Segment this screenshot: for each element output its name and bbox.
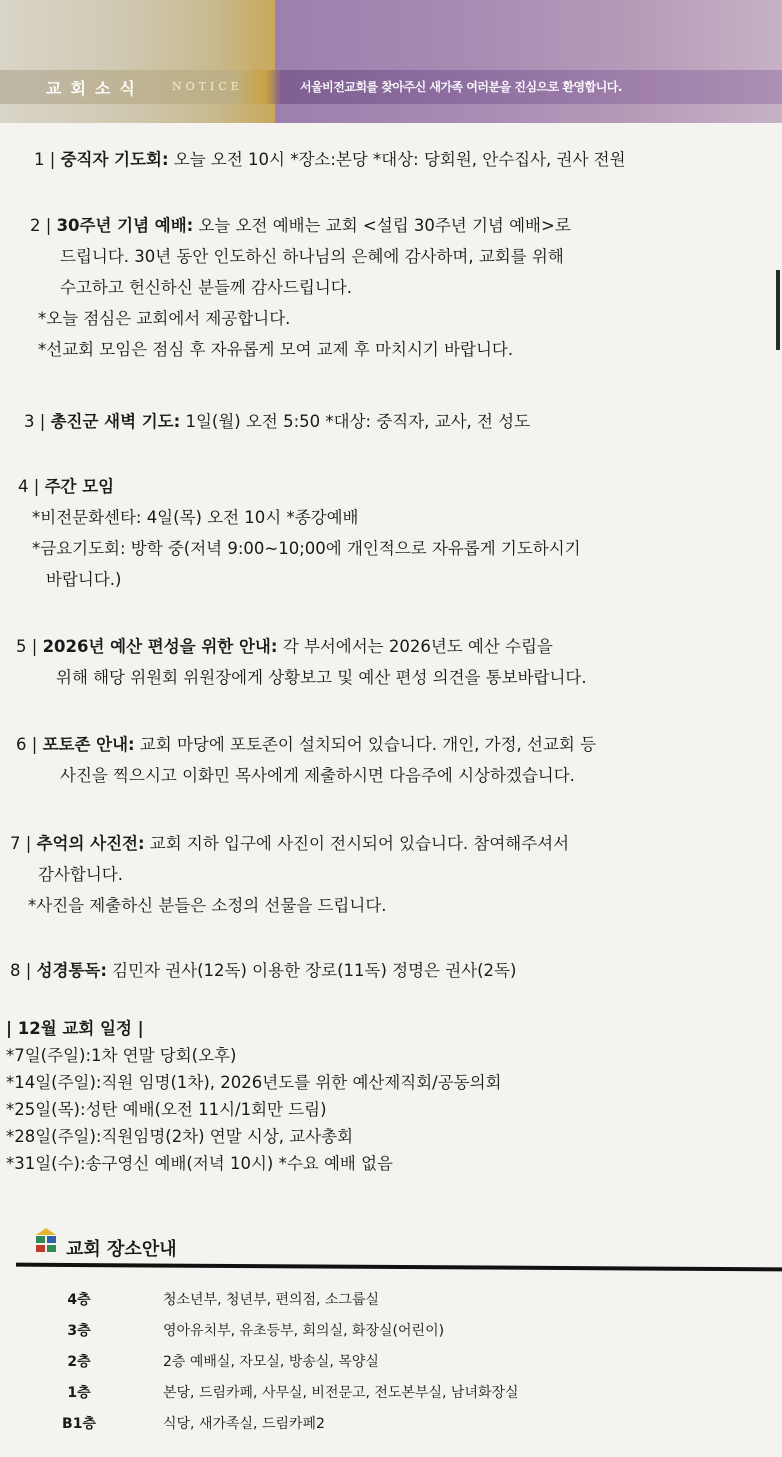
item-number: 5 <box>16 637 27 656</box>
item-title: 추억의 사진전: <box>36 834 145 853</box>
item-title: 주간 모임 <box>44 477 115 496</box>
facilities-title: 교회 장소안내 <box>66 1239 177 1260</box>
item-number: 8 <box>10 961 21 980</box>
floor-description: 영아유치부, 유초등부, 회의실, 화장실(어린이) <box>163 1323 445 1339</box>
floor-label: 2층 <box>67 1354 91 1370</box>
notice-item-1: 1 | 중직자 기도회: 오늘 오전 10시 *장소:본당 *대상: 당회원, 안수집사, 권사 전원 <box>34 150 626 169</box>
item-text: 1일(월) 오전 5:50 *대상: 중직자, 교사, 전 성도 <box>180 412 531 431</box>
notice-item-8: 8 | 성경통독: 김민자 권사(12독) 이용한 장로(11독) 정명은 권사(2독) <box>10 961 517 980</box>
header-right-panel <box>275 0 782 123</box>
facilities-divider <box>16 1263 782 1272</box>
item-text: 오늘 오전 예배는 교회 <설립 30주년 기념 예배>로 <box>193 216 571 235</box>
floor-description: 청소년부, 청년부, 편의점, 소그룹실 <box>163 1292 380 1308</box>
item-text: 교회 마당에 포토존이 설치되어 있습니다. 개인, 가정, 선교회 등 <box>134 735 597 754</box>
church-building-icon <box>34 1227 58 1253</box>
floor-label: 1층 <box>67 1385 91 1401</box>
floor-label: 3층 <box>67 1323 91 1339</box>
item-note: 바랍니다.) <box>46 570 122 589</box>
item-text: 위해 해당 위원회 위원장에게 상황보고 및 예산 편성 의견을 통보바랍니다. <box>56 668 587 687</box>
item-text: 각 부서에서는 2026년도 예산 수립을 <box>277 637 553 656</box>
schedule-title: | 12월 교회 일정 | <box>6 1019 144 1038</box>
notice-header <box>0 0 782 123</box>
item-number: 1 <box>34 150 45 169</box>
item-title: 성경통독: <box>36 961 107 980</box>
schedule-entry: *25일(목):성탄 예배(오전 11시/1회만 드림) <box>6 1100 327 1119</box>
welcome-message: 서울비전교회를 찾아주신 새가족 여러분을 진심으로 환영합니다. <box>300 80 622 94</box>
item-title: 중직자 기도회: <box>60 150 169 169</box>
floor-description: 식당, 새가족실, 드림카페2 <box>163 1416 325 1432</box>
header-left-panel <box>0 0 275 123</box>
item-text: 드립니다. 30년 동안 인도하신 하나님의 은혜에 감사하며, 교회를 위해 <box>60 247 564 266</box>
page-edge-mark <box>776 270 780 350</box>
notice-item-6: 6 | 포토존 안내: 교회 마당에 포토존이 설치되어 있습니다. 개인, 가정, 선교회 등 사진을 찍으시고 이화민 목사에게 제출하시면 다음주에 시상하겠습니다. <box>16 729 596 791</box>
item-title: 30주년 기념 예배: <box>56 216 194 235</box>
item-note: *사진을 제출하신 분들은 소정의 선물을 드립니다. <box>28 896 387 915</box>
item-number: 6 <box>16 735 27 754</box>
notice-item-2: 2 | 30주년 기념 예배: 오늘 오전 예배는 교회 <설립 30주년 기념 예배>로 드립니다. 30년 동안 인도하신 하나님의 은혜에 감사하며, 교회를 위해 수고하고 헌신하신 분들께 감사드립니다. *오늘 점심은 교회에서 제공합니다. *선교회 모임은 점심 후 자유롭게 모여 교제 후 마치시기 바랍니다. <box>30 210 571 365</box>
schedule-entry: *31일(수):송구영신 예배(저녁 10시) *수요 예배 없음 <box>6 1154 393 1173</box>
item-note: *금요기도회: 방학 중(저녁 9:00~10;00에 개인적으로 자유롭게 기도하시기 <box>32 539 581 558</box>
item-title: 포토존 안내: <box>42 735 135 754</box>
notice-item-7: 7 | 추억의 사진전: 교회 지하 입구에 사진이 전시되어 있습니다. 참여해주셔서 감사합니다. *사진을 제출하신 분들은 소정의 선물을 드립니다. <box>10 828 569 921</box>
item-title: 2026년 예산 편성을 위한 안내: <box>42 637 278 656</box>
notice-item-5: 5 | 2026년 예산 편성을 위한 안내: 각 부서에서는 2026년도 예산 수립을 위해 해당 위원회 위원장에게 상황보고 및 예산 편성 의견을 통보바랍니다. <box>16 631 587 693</box>
item-text: 오늘 오전 10시 *장소:본당 *대상: 당회원, 안수집사, 권사 전원 <box>168 150 626 169</box>
item-number: 3 <box>24 412 35 431</box>
item-title: 총진군 새벽 기도: <box>50 412 181 431</box>
item-text: 수고하고 헌신하신 분들께 감사드립니다. <box>60 278 352 297</box>
item-number: 4 <box>18 477 29 496</box>
item-number: 7 <box>10 834 21 853</box>
item-note: *오늘 점심은 교회에서 제공합니다. <box>38 309 291 328</box>
item-text: 사진을 찍으시고 이화민 목사에게 제출하시면 다음주에 시상하겠습니다. <box>60 766 575 785</box>
item-text: 교회 지하 입구에 사진이 전시되어 있습니다. 참여해주셔서 <box>144 834 570 853</box>
item-text: 감사합니다. <box>38 865 123 884</box>
floor-description: 2층 예배실, 자모실, 방송실, 목양실 <box>163 1354 379 1370</box>
schedule-entry: *28일(주일):직원임명(2차) 연말 시상, 교사총회 <box>6 1127 354 1146</box>
schedule-entry: *7일(주일):1차 연말 당회(오후) <box>6 1046 237 1065</box>
notice-item-4: 4 | 주간 모임 *비전문화센타: 4일(목) 오전 10시 *종강예배 *금요기도회: 방학 중(저녁 9:00~10;00에 개인적으로 자유롭게 기도하시기 바랍니다.) <box>18 471 581 595</box>
notice-label: NOTICE <box>172 80 243 93</box>
floor-label: 4층 <box>67 1292 91 1308</box>
floor-label: B1층 <box>62 1416 96 1432</box>
item-number: 2 <box>30 216 41 235</box>
notice-item-3: 3 | 총진군 새벽 기도: 1일(월) 오전 5:50 *대상: 중직자, 교사, 전 성도 <box>24 412 531 431</box>
item-note: *선교회 모임은 점심 후 자유롭게 모여 교제 후 마치시기 바랍니다. <box>38 340 514 359</box>
section-title: 교회소식 <box>46 79 144 98</box>
item-note: *비전문화센타: 4일(목) 오전 10시 *종강예배 <box>32 508 359 527</box>
floor-description: 본당, 드림카페, 사무실, 비전문고, 전도본부실, 남녀화장실 <box>163 1385 519 1401</box>
december-schedule <box>6 1015 501 1177</box>
item-text: 김민자 권사(12독) 이용한 장로(11독) 정명은 권사(2독) <box>106 961 517 980</box>
schedule-entry: *14일(주일):직원 임명(1차), 2026년도를 위한 예산제직회/공동의회 <box>6 1073 502 1092</box>
